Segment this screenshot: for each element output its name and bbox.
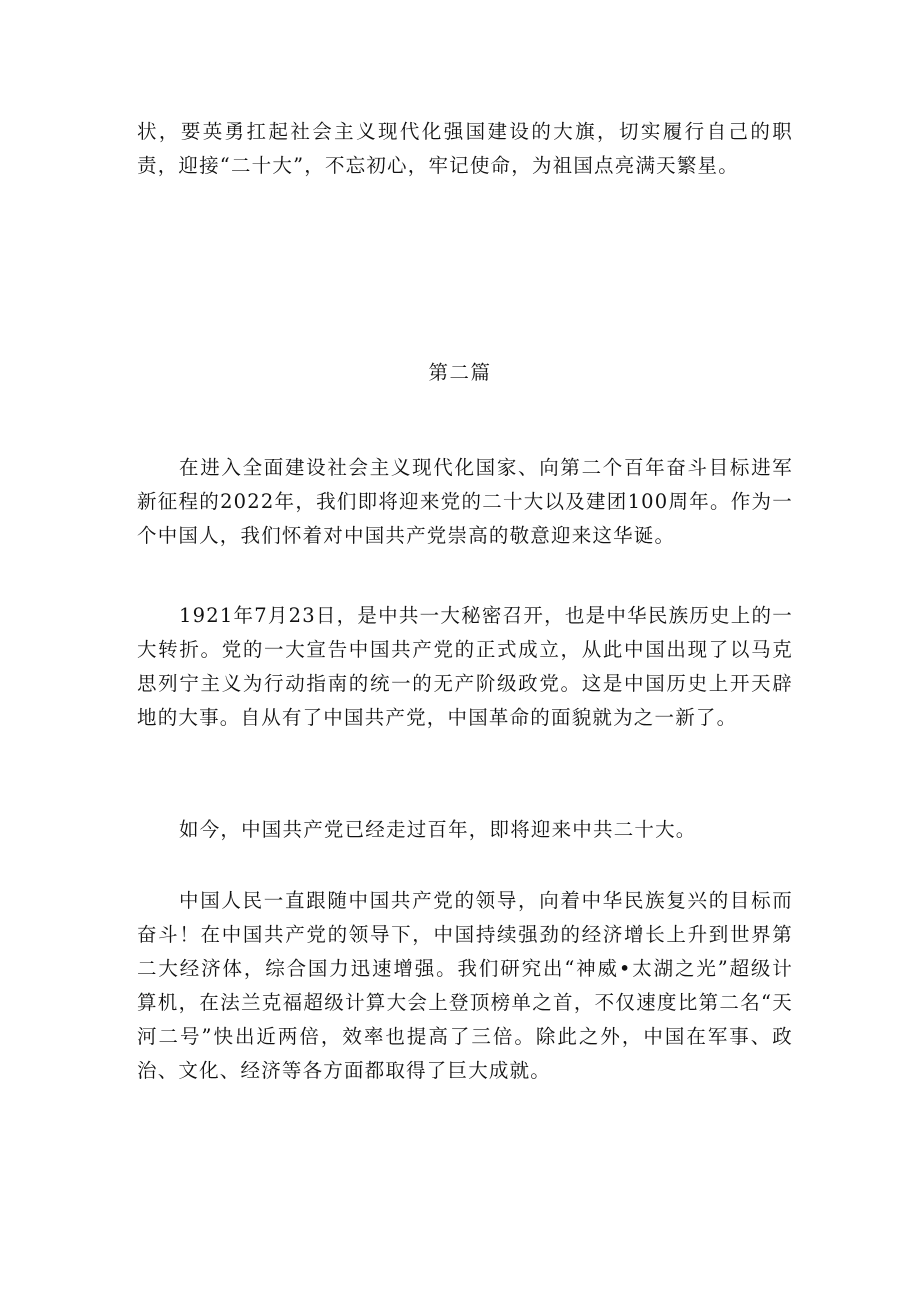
paragraph-history: 1921年7月23日，是中共一大秘密召开，也是中华民族历史上的一大转折。党的一大宣告中国共产党的正式成立，从此中国出现了以马克思列宁主义为行动指南的统一的无产阶级政党。这是中国历史上开天辟地的大事。自从有了中国共产党，中国革命的面貌就为之一新了。 (137, 604, 793, 729)
section-title: 第二篇 (428, 361, 492, 384)
paragraph-intro: 在进入全面建设社会主义现代化国家、向第二个百年奋斗目标进军新征程的2022年，我们即将迎来党的二十大以及建团100周年。作为一个中国人，我们怀着对中国共产党崇高的敬意迎来这华诞。 (137, 456, 793, 547)
paragraph-today: 如今，中国共产党已经走过百年，即将迎来中共二十大。 (179, 818, 697, 841)
continuation-paragraph: 状，要英勇扛起社会主义现代化强国建设的大旗，切实履行自己的职责，迎接“二十大”，不忘初心，牢记使命，为祖国点亮满天繁星。 (137, 120, 793, 177)
paragraph-achievements: 中国人民一直跟随中国共产党的领导，向着中华民族复兴的目标而奋斗！在中国共产党的领导下，中国持续强劲的经济增长上升到世界第二大经济体，综合国力迅速增强。我们研究出“神威•太湖之光”超级计算机，在法兰克福超级计算大会上登顶榜单之首，不仅速度比第二名“天河二号”快出近两倍，效率也提高了三倍。除此之外，中国在军事、政治、文化、经济等各方面都取得了巨大成就。 (137, 889, 793, 1082)
